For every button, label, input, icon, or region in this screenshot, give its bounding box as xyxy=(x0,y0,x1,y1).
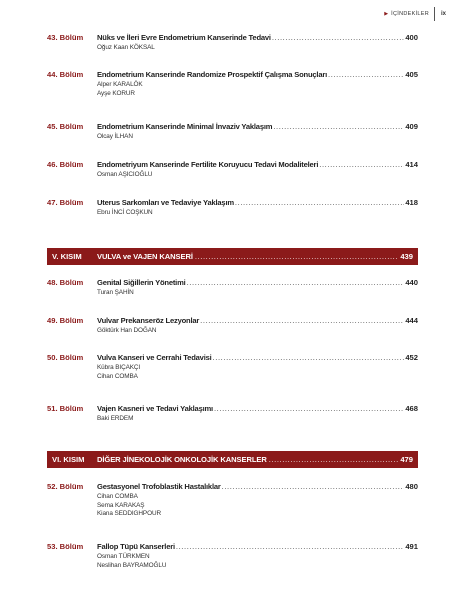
author-list xyxy=(97,81,418,98)
author-name: Kübra BIÇAKÇI xyxy=(97,364,141,371)
chapter-number: 47. Bölüm xyxy=(47,198,84,207)
chapter-page[interactable]: 400 xyxy=(405,33,418,42)
dot-leader xyxy=(272,33,404,42)
author-name: Ebru İNCİ COŞKUN xyxy=(97,209,153,216)
dot-leader xyxy=(200,316,404,325)
chapter-number: 51. Bölüm xyxy=(47,404,84,413)
chapter-number: 49. Bölüm xyxy=(47,316,84,325)
chapter-page[interactable]: 468 xyxy=(405,404,418,413)
chapter-number: 53. Bölüm xyxy=(47,542,84,551)
header-divider xyxy=(434,7,435,21)
toc-entry[interactable] xyxy=(47,198,418,218)
toc-entry[interactable] xyxy=(47,278,418,298)
chapter-number: 45. Bölüm xyxy=(47,122,84,131)
author-name: Baki ERDEM xyxy=(97,415,134,422)
toc-entry[interactable] xyxy=(47,404,418,424)
play-arrow-icon: ▶ xyxy=(384,11,389,17)
author-name: Neslihan BAYRAMOĞLU xyxy=(97,561,167,569)
chapter-page[interactable]: 409 xyxy=(405,122,418,131)
author-name: Osman AŞICIOĞLU xyxy=(97,171,153,178)
toc-entry[interactable] xyxy=(47,70,418,98)
dot-leader xyxy=(319,160,404,169)
author-name: Göktürk Han DOĞAN xyxy=(97,327,157,334)
chapter-number: 50. Bölüm xyxy=(47,353,84,362)
chapter-page[interactable]: 480 xyxy=(405,482,418,491)
author-name: Ayşe KORUR xyxy=(97,89,135,97)
chapter-page[interactable]: 452 xyxy=(405,353,418,362)
chapter-title[interactable]: Endometrium Kanserinde Minimal İnvaziv Yaklaşım xyxy=(97,122,273,131)
part-header-bar[interactable] xyxy=(47,451,418,468)
chapter-page[interactable]: 418 xyxy=(405,198,418,207)
chapter-page[interactable]: 414 xyxy=(405,160,418,169)
dot-leader xyxy=(328,70,404,79)
chapter-title[interactable]: Endometriyum Kanserinde Fertilite Koruyucu Tedavi Modaliteleri xyxy=(97,160,319,169)
toc-entry[interactable] xyxy=(47,542,418,570)
author-name: Osman TÜRKMEN xyxy=(97,553,150,560)
author-list xyxy=(97,209,418,218)
chapter-title[interactable]: Vajen Kasneri ve Tedavi Yaklaşımı xyxy=(97,404,213,413)
part-page[interactable]: 439 xyxy=(400,252,413,261)
part-label: VI. KISIM xyxy=(52,455,85,464)
toc-entry[interactable] xyxy=(47,160,418,180)
chapter-page[interactable]: 440 xyxy=(405,278,418,287)
chapter-title[interactable]: Uterus Sarkomları ve Tedaviye Yaklaşım xyxy=(97,198,234,207)
dot-leader xyxy=(195,252,398,261)
author-name: Alper KARALÖK xyxy=(97,81,143,88)
author-name: Sema KARAKAŞ xyxy=(97,501,145,509)
chapter-number: 44. Bölüm xyxy=(47,70,84,79)
author-list xyxy=(97,289,418,298)
dot-leader xyxy=(213,353,405,362)
part-label: V. KISIM xyxy=(52,252,82,261)
header-title: İÇİNDEKİLER xyxy=(391,11,429,17)
chapter-number: 43. Bölüm xyxy=(47,33,84,42)
dot-leader xyxy=(187,278,405,287)
page-number: ix xyxy=(440,11,446,17)
dot-leader xyxy=(176,542,404,551)
author-list xyxy=(97,44,418,53)
chapter-title[interactable]: Nüks ve İleri Evre Endometrium Kanserinde Tedavi xyxy=(97,33,271,42)
page-header xyxy=(384,7,446,21)
chapter-title[interactable]: Vulvar Prekanseröz Lezyonlar xyxy=(97,316,200,325)
author-name: Cihan COMBA xyxy=(97,493,138,500)
chapter-number: 52. Bölüm xyxy=(47,482,84,491)
part-header-bar[interactable] xyxy=(47,248,418,265)
toc-entry[interactable] xyxy=(47,482,418,519)
chapter-number: 48. Bölüm xyxy=(47,278,84,287)
author-name: Oğuz Kaan KÖKSAL xyxy=(97,44,155,51)
dot-leader xyxy=(269,455,399,464)
author-list xyxy=(97,415,418,424)
part-title[interactable]: DİĞER JİNEKOLOJİK ONKOLOJİK KANSERLER xyxy=(97,455,267,464)
author-name: Olcay İLHAN xyxy=(97,133,133,140)
chapter-title[interactable]: Vulva Kanseri ve Cerrahi Tedavisi xyxy=(97,353,212,362)
part-title[interactable]: VULVA ve VAJEN KANSERİ xyxy=(97,252,193,261)
dot-leader xyxy=(235,198,404,207)
author-list xyxy=(97,553,418,570)
chapter-title[interactable]: Genital Siğillerin Yönetimi xyxy=(97,278,186,287)
author-list xyxy=(97,327,418,336)
dot-leader xyxy=(222,482,405,491)
dot-leader xyxy=(273,122,404,131)
chapter-page[interactable]: 405 xyxy=(405,70,418,79)
author-list xyxy=(97,364,418,381)
toc-entry[interactable] xyxy=(47,353,418,381)
toc-entry[interactable] xyxy=(47,316,418,336)
author-name: Cihan COMBA xyxy=(97,372,138,380)
author-list xyxy=(97,171,418,180)
toc-entry[interactable] xyxy=(47,33,418,53)
chapter-title[interactable]: Gestasyonel Trofoblastik Hastalıklar xyxy=(97,482,221,491)
chapter-title[interactable]: Fallop Tüpü Kanserleri xyxy=(97,542,175,551)
chapter-title[interactable]: Endometrium Kanserinde Randomize Prospektif Çalışma Sonuçları xyxy=(97,70,328,79)
chapter-page[interactable]: 491 xyxy=(405,542,418,551)
author-name: Kiana SEDDIGHPOUR xyxy=(97,510,162,518)
chapter-number: 46. Bölüm xyxy=(47,160,84,169)
chapter-page[interactable]: 444 xyxy=(405,316,418,325)
part-page[interactable]: 479 xyxy=(400,455,413,464)
author-list xyxy=(97,493,418,519)
dot-leader xyxy=(214,404,404,413)
toc-entry[interactable] xyxy=(47,122,418,142)
author-name: Turan ŞAHİN xyxy=(97,289,134,296)
author-list xyxy=(97,133,418,142)
